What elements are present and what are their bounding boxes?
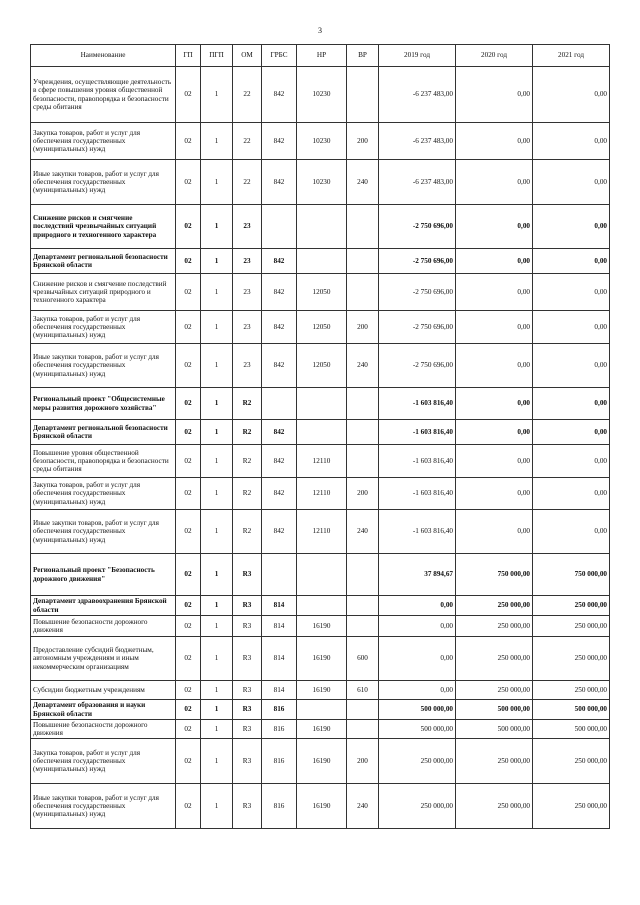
row-vr-cell bbox=[347, 420, 379, 445]
row-name-cell: Закупка товаров, работ и услуг для обеспечения государственных (муниципальных) нужд bbox=[31, 478, 176, 510]
row-grbs-cell: 842 bbox=[262, 123, 297, 160]
row-2020-cell: 500 000,00 bbox=[456, 720, 533, 739]
row-2020-cell: 0,00 bbox=[456, 274, 533, 311]
row-2019-cell: -1 603 816,40 bbox=[379, 445, 456, 478]
row-2020-cell: 250 000,00 bbox=[456, 784, 533, 829]
row-pgp-cell: 1 bbox=[201, 739, 233, 784]
row-name-cell: Повышение безопасности дорожного движения bbox=[31, 720, 176, 739]
row-nr-cell bbox=[297, 554, 347, 596]
row-nr-cell bbox=[297, 388, 347, 420]
row-vr-cell: 240 bbox=[347, 510, 379, 554]
page-number: 3 bbox=[318, 26, 322, 35]
row-gp-cell: 02 bbox=[176, 445, 201, 478]
row-vr-cell: 600 bbox=[347, 637, 379, 681]
row-name-cell: Закупка товаров, работ и услуг для обеспечения государственных (муниципальных) нужд bbox=[31, 739, 176, 784]
row-nr-cell bbox=[297, 420, 347, 445]
row-nr-cell: 12110 bbox=[297, 445, 347, 478]
row-grbs-cell: 842 bbox=[262, 445, 297, 478]
row-om-cell: 22 bbox=[233, 67, 262, 123]
row-nr-cell: 12050 bbox=[297, 274, 347, 311]
row-2019-cell: 0,00 bbox=[379, 616, 456, 637]
row-om-cell: R3 bbox=[233, 616, 262, 637]
row-2019-cell: 500 000,00 bbox=[379, 720, 456, 739]
row-2021-cell: 0,00 bbox=[533, 510, 610, 554]
row-name-cell: Предоставление субсидий бюджетным, автономным учреждениям и иным некоммерческим организациям bbox=[31, 637, 176, 681]
row-2020-cell: 0,00 bbox=[456, 510, 533, 554]
row-vr-cell: 240 bbox=[347, 784, 379, 829]
row-2019-cell: -6 237 483,00 bbox=[379, 123, 456, 160]
row-nr-cell: 16190 bbox=[297, 720, 347, 739]
row-om-cell: 23 bbox=[233, 205, 262, 249]
row-vr-cell bbox=[347, 249, 379, 274]
row-nr-cell: 10230 bbox=[297, 67, 347, 123]
row-pgp-cell: 1 bbox=[201, 784, 233, 829]
row-nr-cell: 12110 bbox=[297, 478, 347, 510]
row-nr-cell: 10230 bbox=[297, 123, 347, 160]
row-2020-cell: 500 000,00 bbox=[456, 700, 533, 720]
row-2019-cell: -1 603 816,40 bbox=[379, 510, 456, 554]
row-2020-cell: 0,00 bbox=[456, 160, 533, 205]
row-2021-cell: 0,00 bbox=[533, 445, 610, 478]
row-name-cell: Региональный проект "Безопасность дорожного движения" bbox=[31, 554, 176, 596]
row-gp-cell: 02 bbox=[176, 510, 201, 554]
row-grbs-cell: 816 bbox=[262, 739, 297, 784]
row-gp-cell: 02 bbox=[176, 123, 201, 160]
row-nr-cell bbox=[297, 700, 347, 720]
row-name-cell: Иные закупки товаров, работ и услуг для обеспечения государственных (муниципальных) нужд bbox=[31, 160, 176, 205]
row-2021-cell: 250 000,00 bbox=[533, 784, 610, 829]
row-nr-cell: 16190 bbox=[297, 784, 347, 829]
table-row bbox=[31, 445, 610, 478]
row-name-cell: Департамент региональной безопасности Брянской области bbox=[31, 249, 176, 274]
row-2019-cell: -2 750 696,00 bbox=[379, 205, 456, 249]
row-grbs-cell: 816 bbox=[262, 700, 297, 720]
table-row bbox=[31, 596, 610, 616]
row-om-cell: R2 bbox=[233, 445, 262, 478]
row-name-cell: Закупка товаров, работ и услуг для обеспечения государственных (муниципальных) нужд bbox=[31, 123, 176, 160]
row-om-cell: 22 bbox=[233, 123, 262, 160]
header-2020: 2020 год bbox=[456, 45, 533, 67]
table-row bbox=[31, 681, 610, 700]
row-2021-cell: 250 000,00 bbox=[533, 739, 610, 784]
row-name-cell: Повышение уровня общественной безопасности, правопорядка и безопасности среды обитания bbox=[31, 445, 176, 478]
row-om-cell: R3 bbox=[233, 784, 262, 829]
row-2021-cell: 250 000,00 bbox=[533, 616, 610, 637]
row-name-cell: Снижение рисков и смягчение последствий чрезвычайных ситуаций природного и техногенного характера bbox=[31, 205, 176, 249]
row-grbs-cell: 842 bbox=[262, 510, 297, 554]
row-2020-cell: 0,00 bbox=[456, 123, 533, 160]
row-grbs-cell: 814 bbox=[262, 637, 297, 681]
row-2020-cell: 250 000,00 bbox=[456, 739, 533, 784]
table-row bbox=[31, 478, 610, 510]
row-gp-cell: 02 bbox=[176, 700, 201, 720]
row-name-cell: Повышение безопасности дорожного движения bbox=[31, 616, 176, 637]
row-2021-cell: 0,00 bbox=[533, 160, 610, 205]
row-om-cell: 23 bbox=[233, 344, 262, 388]
table-row bbox=[31, 205, 610, 249]
row-2021-cell: 0,00 bbox=[533, 205, 610, 249]
row-grbs-cell: 842 bbox=[262, 344, 297, 388]
row-om-cell: 22 bbox=[233, 160, 262, 205]
row-om-cell: R3 bbox=[233, 554, 262, 596]
row-gp-cell: 02 bbox=[176, 681, 201, 700]
row-gp-cell: 02 bbox=[176, 344, 201, 388]
row-2021-cell: 0,00 bbox=[533, 67, 610, 123]
row-2021-cell: 750 000,00 bbox=[533, 554, 610, 596]
table-row bbox=[31, 720, 610, 739]
header-vr: ВР bbox=[347, 45, 379, 67]
row-2020-cell: 0,00 bbox=[456, 205, 533, 249]
row-gp-cell: 02 bbox=[176, 478, 201, 510]
row-nr-cell: 16190 bbox=[297, 616, 347, 637]
row-vr-cell: 240 bbox=[347, 344, 379, 388]
row-om-cell: R2 bbox=[233, 478, 262, 510]
row-nr-cell: 16190 bbox=[297, 637, 347, 681]
header-row bbox=[31, 45, 610, 67]
row-pgp-cell: 1 bbox=[201, 596, 233, 616]
table-row bbox=[31, 160, 610, 205]
row-2019-cell: 0,00 bbox=[379, 637, 456, 681]
row-gp-cell: 02 bbox=[176, 784, 201, 829]
table-row bbox=[31, 420, 610, 445]
row-name-cell: Учреждения, осуществляющие деятельность в сфере повышения уровня общественной безопасности, правопорядка и безопасности среды обитания bbox=[31, 67, 176, 123]
row-nr-cell bbox=[297, 205, 347, 249]
row-pgp-cell: 1 bbox=[201, 344, 233, 388]
row-nr-cell: 16190 bbox=[297, 681, 347, 700]
header-om: ОМ bbox=[233, 45, 262, 67]
row-vr-cell bbox=[347, 616, 379, 637]
row-2019-cell: -1 603 816,40 bbox=[379, 478, 456, 510]
table-row bbox=[31, 311, 610, 344]
row-nr-cell: 12050 bbox=[297, 311, 347, 344]
row-gp-cell: 02 bbox=[176, 311, 201, 344]
table-row bbox=[31, 637, 610, 681]
row-2020-cell: 0,00 bbox=[456, 344, 533, 388]
header-nr: НР bbox=[297, 45, 347, 67]
row-grbs-cell: 814 bbox=[262, 681, 297, 700]
row-2019-cell: 0,00 bbox=[379, 681, 456, 700]
row-name-cell: Департамент региональной безопасности Брянской области bbox=[31, 420, 176, 445]
row-om-cell: 23 bbox=[233, 311, 262, 344]
row-pgp-cell: 1 bbox=[201, 123, 233, 160]
row-2020-cell: 0,00 bbox=[456, 67, 533, 123]
row-nr-cell bbox=[297, 249, 347, 274]
row-grbs-cell: 842 bbox=[262, 160, 297, 205]
table-row bbox=[31, 274, 610, 311]
row-2019-cell: -6 237 483,00 bbox=[379, 160, 456, 205]
table-row bbox=[31, 344, 610, 388]
row-2021-cell: 0,00 bbox=[533, 274, 610, 311]
row-gp-cell: 02 bbox=[176, 420, 201, 445]
row-2021-cell: 0,00 bbox=[533, 478, 610, 510]
budget-table bbox=[30, 44, 610, 829]
row-grbs-cell: 842 bbox=[262, 67, 297, 123]
row-2020-cell: 750 000,00 bbox=[456, 554, 533, 596]
row-2019-cell: 37 894,67 bbox=[379, 554, 456, 596]
row-2021-cell: 0,00 bbox=[533, 344, 610, 388]
row-pgp-cell: 1 bbox=[201, 67, 233, 123]
row-grbs-cell: 816 bbox=[262, 720, 297, 739]
row-vr-cell bbox=[347, 205, 379, 249]
header-name: Наименование bbox=[31, 45, 176, 67]
row-pgp-cell: 1 bbox=[201, 205, 233, 249]
row-2019-cell: -1 603 816,40 bbox=[379, 388, 456, 420]
row-grbs-cell: 842 bbox=[262, 478, 297, 510]
table-row bbox=[31, 700, 610, 720]
row-pgp-cell: 1 bbox=[201, 420, 233, 445]
row-grbs-cell: 842 bbox=[262, 311, 297, 344]
row-gp-cell: 02 bbox=[176, 554, 201, 596]
row-2019-cell: 250 000,00 bbox=[379, 784, 456, 829]
row-om-cell: R3 bbox=[233, 681, 262, 700]
row-pgp-cell: 1 bbox=[201, 160, 233, 205]
row-grbs-cell: 842 bbox=[262, 249, 297, 274]
row-2020-cell: 0,00 bbox=[456, 249, 533, 274]
row-gp-cell: 02 bbox=[176, 274, 201, 311]
row-2019-cell: -1 603 816,40 bbox=[379, 420, 456, 445]
row-2020-cell: 0,00 bbox=[456, 388, 533, 420]
row-om-cell: R3 bbox=[233, 700, 262, 720]
row-vr-cell bbox=[347, 720, 379, 739]
row-2021-cell: 0,00 bbox=[533, 123, 610, 160]
row-2019-cell: 0,00 bbox=[379, 596, 456, 616]
row-name-cell: Региональный проект "Общесистемные меры развития дорожного хозяйства" bbox=[31, 388, 176, 420]
row-2019-cell: -6 237 483,00 bbox=[379, 67, 456, 123]
row-nr-cell: 16190 bbox=[297, 739, 347, 784]
row-pgp-cell: 1 bbox=[201, 311, 233, 344]
header-2021: 2021 год bbox=[533, 45, 610, 67]
row-2019-cell: -2 750 696,00 bbox=[379, 274, 456, 311]
row-name-cell: Иные закупки товаров, работ и услуг для обеспечения государственных (муниципальных) нужд bbox=[31, 784, 176, 829]
row-om-cell: R2 bbox=[233, 510, 262, 554]
row-2021-cell: 500 000,00 bbox=[533, 720, 610, 739]
row-name-cell: Закупка товаров, работ и услуг для обеспечения государственных (муниципальных) нужд bbox=[31, 311, 176, 344]
row-vr-cell bbox=[347, 274, 379, 311]
row-grbs-cell: 842 bbox=[262, 274, 297, 311]
row-name-cell: Иные закупки товаров, работ и услуг для обеспечения государственных (муниципальных) нужд bbox=[31, 510, 176, 554]
row-pgp-cell: 1 bbox=[201, 388, 233, 420]
table-row bbox=[31, 67, 610, 123]
row-2019-cell: -2 750 696,00 bbox=[379, 344, 456, 388]
table-row bbox=[31, 388, 610, 420]
row-vr-cell bbox=[347, 596, 379, 616]
row-gp-cell: 02 bbox=[176, 616, 201, 637]
row-2021-cell: 250 000,00 bbox=[533, 637, 610, 681]
table-row bbox=[31, 554, 610, 596]
row-2020-cell: 250 000,00 bbox=[456, 616, 533, 637]
row-vr-cell bbox=[347, 445, 379, 478]
row-vr-cell bbox=[347, 67, 379, 123]
row-gp-cell: 02 bbox=[176, 67, 201, 123]
row-2019-cell: -2 750 696,00 bbox=[379, 249, 456, 274]
row-grbs-cell: 816 bbox=[262, 784, 297, 829]
table-row bbox=[31, 739, 610, 784]
row-pgp-cell: 1 bbox=[201, 720, 233, 739]
row-om-cell: R3 bbox=[233, 739, 262, 784]
header-2019: 2019 год bbox=[379, 45, 456, 67]
row-vr-cell: 200 bbox=[347, 311, 379, 344]
row-pgp-cell: 1 bbox=[201, 637, 233, 681]
row-name-cell: Иные закупки товаров, работ и услуг для обеспечения государственных (муниципальных) нужд bbox=[31, 344, 176, 388]
row-name-cell: Департамент здравоохранения Брянской области bbox=[31, 596, 176, 616]
header-pgp: ПГП bbox=[201, 45, 233, 67]
row-om-cell: 23 bbox=[233, 249, 262, 274]
row-vr-cell: 200 bbox=[347, 478, 379, 510]
row-vr-cell: 200 bbox=[347, 123, 379, 160]
row-vr-cell bbox=[347, 388, 379, 420]
row-pgp-cell: 1 bbox=[201, 274, 233, 311]
table-row bbox=[31, 784, 610, 829]
row-grbs-cell: 842 bbox=[262, 420, 297, 445]
row-grbs-cell bbox=[262, 388, 297, 420]
row-pgp-cell: 1 bbox=[201, 681, 233, 700]
header-gp: ГП bbox=[176, 45, 201, 67]
row-gp-cell: 02 bbox=[176, 160, 201, 205]
row-vr-cell bbox=[347, 700, 379, 720]
row-2020-cell: 0,00 bbox=[456, 478, 533, 510]
row-gp-cell: 02 bbox=[176, 596, 201, 616]
table-row bbox=[31, 249, 610, 274]
row-nr-cell: 12050 bbox=[297, 344, 347, 388]
row-gp-cell: 02 bbox=[176, 205, 201, 249]
row-nr-cell bbox=[297, 596, 347, 616]
row-gp-cell: 02 bbox=[176, 249, 201, 274]
row-grbs-cell: 814 bbox=[262, 596, 297, 616]
row-pgp-cell: 1 bbox=[201, 700, 233, 720]
table-row bbox=[31, 123, 610, 160]
row-grbs-cell bbox=[262, 554, 297, 596]
header-grbs: ГРБС bbox=[262, 45, 297, 67]
table-row bbox=[31, 616, 610, 637]
row-name-cell: Департамент образования и науки Брянской области bbox=[31, 700, 176, 720]
row-om-cell: R3 bbox=[233, 596, 262, 616]
row-2020-cell: 250 000,00 bbox=[456, 596, 533, 616]
row-vr-cell: 240 bbox=[347, 160, 379, 205]
row-2020-cell: 0,00 bbox=[456, 445, 533, 478]
row-2021-cell: 0,00 bbox=[533, 420, 610, 445]
row-om-cell: R2 bbox=[233, 388, 262, 420]
row-2021-cell: 0,00 bbox=[533, 311, 610, 344]
row-2020-cell: 0,00 bbox=[456, 311, 533, 344]
row-nr-cell: 12110 bbox=[297, 510, 347, 554]
row-2020-cell: 250 000,00 bbox=[456, 637, 533, 681]
row-om-cell: R3 bbox=[233, 720, 262, 739]
row-2021-cell: 500 000,00 bbox=[533, 700, 610, 720]
row-gp-cell: 02 bbox=[176, 720, 201, 739]
row-gp-cell: 02 bbox=[176, 388, 201, 420]
row-grbs-cell bbox=[262, 205, 297, 249]
row-name-cell: Снижение рисков и смягчение последствий чрезвычайных ситуаций природного и техногенного характера bbox=[31, 274, 176, 311]
row-pgp-cell: 1 bbox=[201, 554, 233, 596]
row-vr-cell bbox=[347, 554, 379, 596]
row-2021-cell: 0,00 bbox=[533, 388, 610, 420]
row-2019-cell: 250 000,00 bbox=[379, 739, 456, 784]
row-name-cell: Субсидии бюджетным учреждениям bbox=[31, 681, 176, 700]
row-gp-cell: 02 bbox=[176, 739, 201, 784]
row-2019-cell: 500 000,00 bbox=[379, 700, 456, 720]
row-om-cell: R3 bbox=[233, 637, 262, 681]
row-grbs-cell: 814 bbox=[262, 616, 297, 637]
row-pgp-cell: 1 bbox=[201, 445, 233, 478]
row-gp-cell: 02 bbox=[176, 637, 201, 681]
row-2019-cell: -2 750 696,00 bbox=[379, 311, 456, 344]
row-2021-cell: 0,00 bbox=[533, 249, 610, 274]
row-pgp-cell: 1 bbox=[201, 510, 233, 554]
row-pgp-cell: 1 bbox=[201, 249, 233, 274]
row-om-cell: 23 bbox=[233, 274, 262, 311]
row-nr-cell: 10230 bbox=[297, 160, 347, 205]
row-pgp-cell: 1 bbox=[201, 478, 233, 510]
row-2020-cell: 250 000,00 bbox=[456, 681, 533, 700]
row-om-cell: R2 bbox=[233, 420, 262, 445]
row-vr-cell: 200 bbox=[347, 739, 379, 784]
row-2021-cell: 250 000,00 bbox=[533, 681, 610, 700]
row-vr-cell: 610 bbox=[347, 681, 379, 700]
row-2020-cell: 0,00 bbox=[456, 420, 533, 445]
table-row bbox=[31, 510, 610, 554]
row-pgp-cell: 1 bbox=[201, 616, 233, 637]
row-2021-cell: 250 000,00 bbox=[533, 596, 610, 616]
